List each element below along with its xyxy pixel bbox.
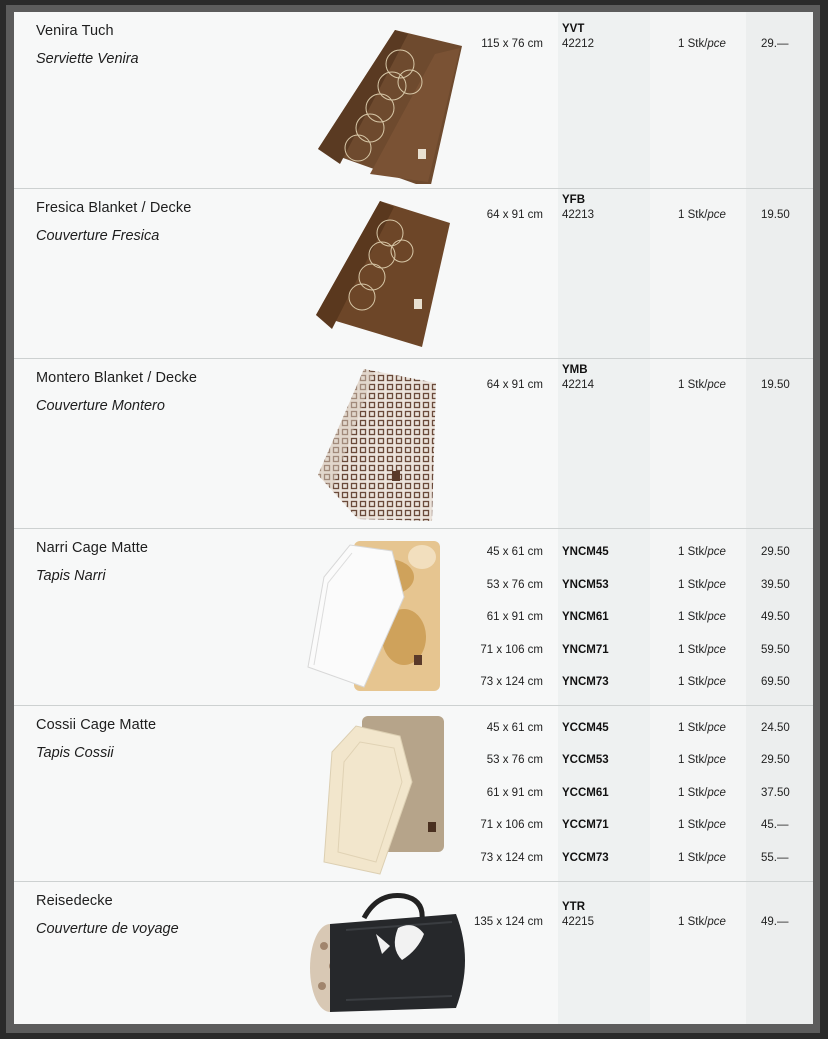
product-fresica	[14, 188, 813, 359]
price-cell: 19.50	[761, 209, 790, 221]
product-name-de: Reisedecke	[36, 893, 113, 909]
unit-de: 1 Stk/	[678, 379, 708, 391]
price-cell: 24.50	[761, 722, 790, 734]
product-montero	[14, 358, 813, 529]
unit-fr: pce	[707, 611, 726, 623]
product-name-fr: Couverture Fresica	[36, 228, 160, 244]
unit-de: 1 Stk/	[678, 611, 708, 623]
code-cell: YCCM71	[562, 819, 609, 831]
unit-de: 1 Stk/	[678, 722, 708, 734]
product-name-fr: Couverture Montero	[36, 398, 165, 414]
size-cell: 61 x 91 cm	[486, 787, 543, 799]
unit-de: 1 Stk/	[678, 644, 708, 656]
product-row	[14, 611, 813, 629]
code-cell: YNCM71	[562, 644, 609, 656]
product-row	[14, 644, 813, 662]
price-cell: 29.50	[761, 754, 790, 766]
unit-fr: pce	[707, 787, 726, 799]
size-cell: 53 x 76 cm	[486, 754, 543, 766]
unit-de: 1 Stk/	[678, 787, 708, 799]
unit-de: 1 Stk/	[678, 38, 708, 50]
product-row	[14, 787, 813, 805]
price-cell: 39.50	[761, 579, 790, 591]
product-name-de: Cossii Cage Matte	[36, 717, 157, 733]
unit-fr: pce	[707, 676, 726, 688]
unit-cell	[678, 819, 726, 831]
unit-fr: pce	[707, 819, 726, 831]
size-cell: 61 x 91 cm	[486, 611, 543, 623]
unit-fr: pce	[707, 852, 726, 864]
product-name-de: Montero Blanket / Decke	[36, 370, 198, 386]
unit-de: 1 Stk/	[678, 916, 708, 928]
unit-de: 1 Stk/	[678, 546, 708, 558]
unit-fr: pce	[707, 754, 726, 766]
unit-de: 1 Stk/	[678, 676, 708, 688]
article-number-cell: 42214	[562, 379, 594, 391]
unit-cell	[678, 787, 726, 799]
unit-fr: pce	[707, 644, 726, 656]
price-cell: 19.50	[761, 379, 790, 391]
article-number-cell: 42212	[562, 38, 594, 50]
unit-cell	[678, 546, 726, 558]
product-row	[14, 676, 813, 694]
code-cell: YFB	[562, 194, 585, 206]
code-cell: YMB	[562, 364, 588, 376]
unit-cell	[678, 611, 726, 623]
unit-cell	[678, 209, 726, 221]
code-cell: YCCM45	[562, 722, 609, 734]
code-cell: YNCM45	[562, 546, 609, 558]
size-cell: 71 x 106 cm	[480, 644, 543, 656]
unit-cell	[678, 852, 726, 864]
travel-blanket-image	[306, 890, 476, 1018]
product-name-fr: Serviette Venira	[36, 51, 139, 67]
code-cell: YNCM73	[562, 676, 609, 688]
size-cell: 115 x 76 cm	[481, 38, 543, 50]
price-cell: 59.50	[761, 644, 790, 656]
unit-cell	[678, 644, 726, 656]
size-cell: 45 x 61 cm	[486, 546, 543, 558]
article-number-cell: 42215	[562, 916, 594, 928]
price-cell: 55.—	[761, 852, 789, 864]
price-cell: 29.—	[761, 38, 789, 50]
price-cell: 49.—	[761, 916, 789, 928]
product-name-fr: Tapis Cossii	[36, 745, 114, 761]
unit-de: 1 Stk/	[678, 209, 708, 221]
price-cell: 37.50	[761, 787, 790, 799]
unit-de: 1 Stk/	[678, 754, 708, 766]
unit-cell	[678, 676, 726, 688]
unit-cell	[678, 754, 726, 766]
unit-cell	[678, 579, 726, 591]
price-cell: 69.50	[761, 676, 790, 688]
code-cell: YCCM53	[562, 754, 609, 766]
product-name-fr: Tapis Narri	[36, 568, 106, 584]
unit-fr: pce	[707, 579, 726, 591]
unit-cell	[678, 379, 726, 391]
product-row	[14, 546, 813, 564]
product-reisedecke	[14, 881, 813, 1024]
code-cell: YTR	[562, 901, 585, 913]
price-cell: 45.—	[761, 819, 789, 831]
product-name-de: Fresica Blanket / Decke	[36, 200, 192, 216]
product-name-de: Narri Cage Matte	[36, 540, 148, 556]
product-cossii	[14, 705, 813, 882]
product-name-de: Venira Tuch	[36, 23, 114, 39]
unit-de: 1 Stk/	[678, 852, 708, 864]
size-cell: 64 x 91 cm	[486, 209, 543, 221]
unit-de: 1 Stk/	[678, 579, 708, 591]
code-cell: YNCM61	[562, 611, 609, 623]
code-cell: YNCM53	[562, 579, 609, 591]
article-number-cell: 42213	[562, 209, 594, 221]
product-row	[14, 754, 813, 772]
product-venira	[14, 12, 813, 188]
product-row	[14, 852, 813, 870]
size-cell: 64 x 91 cm	[486, 379, 543, 391]
product-row	[14, 579, 813, 597]
unit-cell	[678, 38, 726, 50]
product-name-fr: Couverture de voyage	[36, 921, 179, 937]
code-cell: YCCM73	[562, 852, 609, 864]
price-cell: 49.50	[761, 611, 790, 623]
unit-fr: pce	[707, 916, 726, 928]
product-narri	[14, 528, 813, 706]
unit-fr: pce	[707, 209, 726, 221]
size-cell: 45 x 61 cm	[486, 722, 543, 734]
unit-cell	[678, 722, 726, 734]
code-cell: YVT	[562, 23, 585, 35]
unit-fr: pce	[707, 546, 726, 558]
unit-fr: pce	[707, 379, 726, 391]
size-cell: 135 x 124 cm	[473, 916, 543, 928]
unit-fr: pce	[707, 38, 726, 50]
size-cell: 73 x 124 cm	[480, 852, 543, 864]
product-row	[14, 722, 813, 740]
product-row	[14, 819, 813, 837]
unit-fr: pce	[707, 722, 726, 734]
size-cell: 71 x 106 cm	[480, 819, 543, 831]
unit-de: 1 Stk/	[678, 819, 708, 831]
size-cell: 73 x 124 cm	[480, 676, 543, 688]
unit-cell	[678, 916, 726, 928]
size-cell: 53 x 76 cm	[486, 579, 543, 591]
catalog-page	[14, 12, 813, 1024]
price-cell: 29.50	[761, 546, 790, 558]
code-cell: YCCM61	[562, 787, 609, 799]
